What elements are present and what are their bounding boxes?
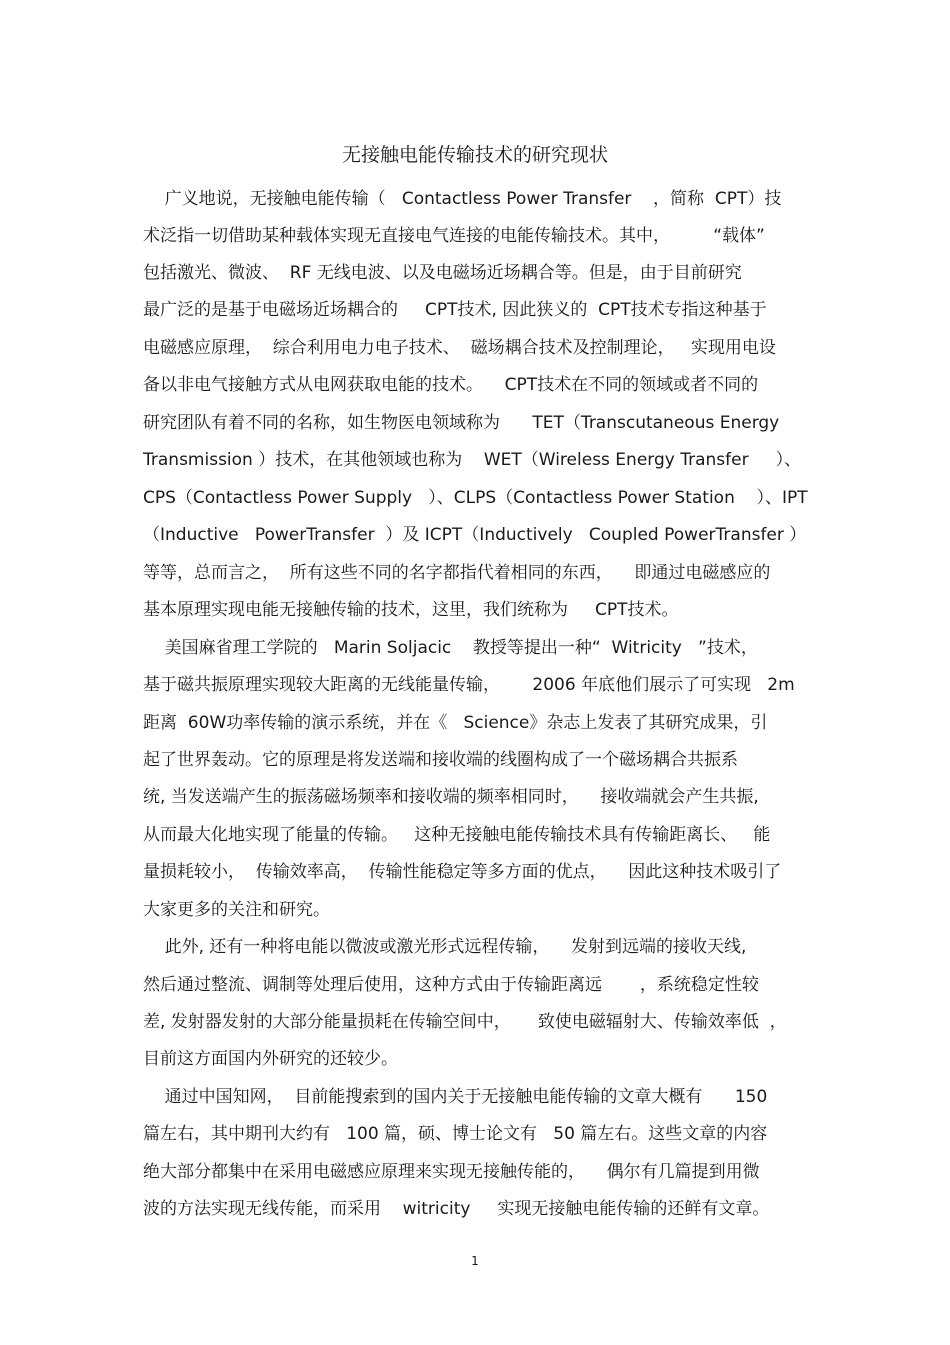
text-line: 目前这方面国内外研究的还较少。 bbox=[143, 1049, 398, 1069]
text-line: 基本原理实现电能无接触传输的技术，这里，我们统称为 CPT技术。 bbox=[143, 600, 679, 620]
text-line: （Inductive PowerTransfer ）及 ICPT（Inductively Coupled PowerTransfer ） bbox=[143, 525, 807, 545]
text-line: 距离 60W功率传输的演示系统，并在《 Science》杂志上发表了其研究成果，引 bbox=[143, 713, 768, 733]
text-line: 通过中国知网， 目前能搜索到的国内关于无接触电能传输的文章大概有 150 bbox=[143, 1087, 768, 1107]
text-line: 包括激光、微波、 RF 无线电波、以及电磁场近场耦合等。但是，由于目前研究 bbox=[143, 263, 742, 283]
text-line: 术泛指一切借助某种载体实现无直接电气连接的电能传输技术。其中， “载体” bbox=[143, 226, 765, 246]
text-line: 差, 发射器发射的大部分能量损耗在传输空间中， 致使电磁辐射大、传输效率低 ， bbox=[143, 1012, 787, 1032]
text-line: CPS（Contactless Power Supply ）、CLPS（Contactless Power Station ）、IPT bbox=[143, 488, 808, 508]
text-line: 广义地说，无接触电能传输（ Contactless Power Transfer ，简称 CPT）技 bbox=[143, 189, 782, 209]
text-line: 电磁感应原理， 综合利用电力电子技术、 磁场耦合技术及控制理论， 实现用电设 bbox=[143, 338, 776, 358]
text-line: 研究团队有着不同的名称，如生物医电领域称为 TET（Transcutaneous Energy bbox=[143, 413, 780, 433]
text-line: 备以非电气接触方式从电网获取电能的技术。 CPT技术在不同的领域或者不同的 bbox=[143, 375, 759, 395]
text-line: 起了世界轰动。它的原理是将发送端和接收端的线圈构成了一个磁场耦合共振系 bbox=[143, 750, 738, 770]
text-line: 统, 当发送端产生的振荡磁场频率和接收端的频率相同时， 接收端就会产生共振, bbox=[143, 787, 759, 807]
text-line: 大家更多的关注和研究。 bbox=[143, 900, 330, 920]
text-line: 从而最大化地实现了能量的传输。 这种无接触电能传输技术具有传输距离长、 能 bbox=[143, 825, 771, 845]
text-line: 基于磁共振原理实现较大距离的无线能量传输， 2006 年底他们展示了可实现 2m bbox=[143, 675, 795, 695]
text-line: 篇左右，其中期刊大约有 100 篇，硕、博士论文有 50 篇左右。这些文章的内容 bbox=[143, 1124, 768, 1144]
text-line: 美国麻省理工学院的 Marin Soljacic 教授等提出一种“ Witricity ”技术， bbox=[143, 638, 758, 658]
text-line: 绝大部分都集中在采用电磁感应原理来实现无接触传能的， 偶尔有几篇提到用微 bbox=[143, 1162, 760, 1182]
text-line: 等等，总而言之， 所有这些不同的名字都指代着相同的东西， 即通过电磁感应的 bbox=[143, 563, 771, 583]
text-line: 最广泛的是基于电磁场近场耦合的 CPT技术, 因此狭义的 CPT技术专指这种基于 bbox=[143, 300, 767, 320]
text-line: 然后通过整流、调制等处理后使用，这种方式由于传输距离远 ，系统稳定性较 bbox=[143, 975, 759, 995]
text-line: 量损耗较小， 传输效率高， 传输性能稳定等多方面的优点， 因此这种技术吸引了 bbox=[143, 862, 782, 882]
page-number: 1 bbox=[471, 1254, 479, 1268]
text-line: 此外, 还有一种将电能以微波或激光形式远程传输， 发射到远端的接收天线, bbox=[143, 937, 747, 957]
text-line: 波的方法实现无线传能，而采用 witricity 实现无接触电能传输的还鲜有文章。 bbox=[143, 1199, 770, 1219]
document-title: 无接触电能传输技术的研究现状 bbox=[341, 144, 608, 166]
text-line: Transmission ）技术，在其他领域也称为 WET（Wireless Energy Transfer ）、 bbox=[143, 450, 802, 470]
